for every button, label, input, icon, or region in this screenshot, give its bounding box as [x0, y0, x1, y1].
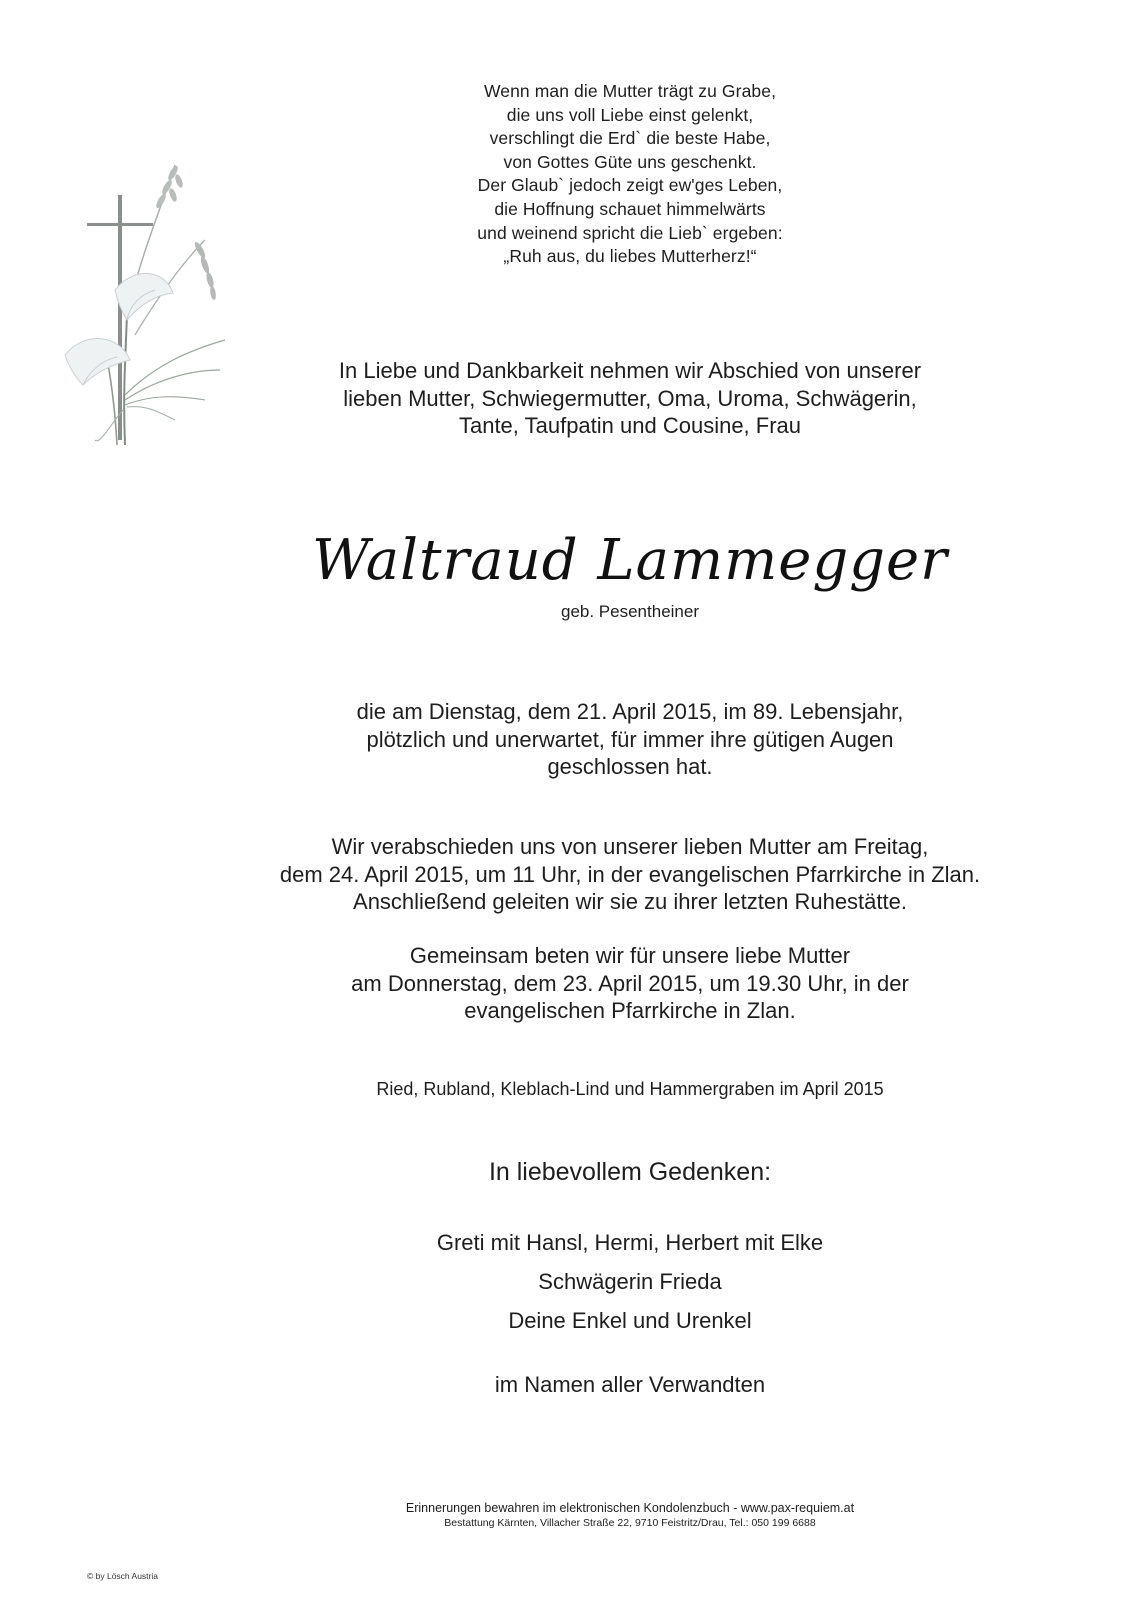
footer-address-line: Bestattung Kärnten, Villacher Straße 22, 9710 Feistritz/Drau, Tel.: 050 199 6688 — [444, 1517, 816, 1529]
funeral-line: Anschließend geleiten wir sie zu ihrer letzten Ruhestätte. — [353, 889, 907, 914]
poem-line: „Ruh aus, du liebes Mutterherz!“ — [503, 246, 757, 267]
deceased-name: Waltraud Lammegger — [312, 528, 948, 593]
funeral-line: dem 24. April 2015, um 11 Uhr, in der evangelischen Pfarrkirche in Zlan. — [279, 861, 981, 887]
intro-line: lieben Mutter, Schwiegermutter, Oma, Uroma, Schwägerin, — [343, 385, 917, 411]
poem-line: Wenn man die Mutter trägt zu Grabe, — [483, 81, 777, 101]
poem-line: und weinend spricht die Lieb` ergeben: — [477, 222, 783, 243]
poem-line: die Hoffnung schauet himmelwärts — [494, 198, 766, 219]
prayer-line: evangelischen Pfarrkirche in Zlan. — [464, 998, 796, 1023]
place-and-date: Ried, Rubland, Kleblach-Lind und Hammergraben im April 2015 — [376, 1079, 884, 1099]
poem-line: die uns voll Liebe einst gelenkt, — [506, 104, 754, 125]
cross-with-lilies-icon — [55, 145, 240, 495]
poem-line: Der Glaub` jedoch zeigt ew'ges Leben, — [477, 175, 783, 196]
poem — [290, 80, 970, 269]
relatives-note: im Namen aller Verwandten — [494, 1372, 766, 1397]
poem-line: verschlingt die Erd` die beste Habe, — [489, 128, 771, 149]
poem-line: von Gottes Güte uns geschenkt. — [503, 151, 757, 172]
death-line: plötzlich und unerwartet, für immer ihre gütigen Augen — [366, 726, 894, 752]
prayer-line: Gemeinsam beten wir für unsere liebe Mutter — [409, 943, 851, 968]
death-notice — [250, 698, 1010, 781]
footer — [250, 1501, 1010, 1531]
memory-title: In liebevollem Gedenken: — [488, 1158, 772, 1186]
mourner-entry: Deine Enkel und Urenkel — [508, 1308, 752, 1333]
funeral-line: Wir verabschieden uns von unserer lieben Mutter am Freitag, — [331, 834, 929, 859]
mourners-list — [250, 1223, 1010, 1340]
death-line: die am Dienstag, dem 21. April 2015, im 89. Lebensjahr, — [356, 699, 904, 724]
intro-line: Tante, Taufpatin und Cousine, Frau — [458, 413, 802, 438]
death-line: geschlossen hat. — [547, 754, 713, 779]
funeral-notice — [230, 833, 1030, 916]
copyright-note: © by Lösch Austria — [87, 1571, 158, 1581]
footer-condolence-line: Erinnerungen bewahren im elektronischen Kondolenzbuch - www.pax-requiem.at — [405, 1501, 855, 1515]
birth-name: geb. Pesentheiner — [561, 602, 699, 621]
mourner-entry: Schwägerin Frieda — [538, 1269, 722, 1294]
prayer-notice — [250, 942, 1010, 1025]
intro-text — [250, 357, 1010, 440]
mourner-entry: Greti mit Hansl, Hermi, Herbert mit Elke — [436, 1230, 824, 1255]
prayer-line: am Donnerstag, dem 23. April 2015, um 19.30 Uhr, in der — [351, 970, 909, 996]
intro-line: In Liebe und Dankbarkeit nehmen wir Abschied von unserer — [338, 358, 922, 383]
